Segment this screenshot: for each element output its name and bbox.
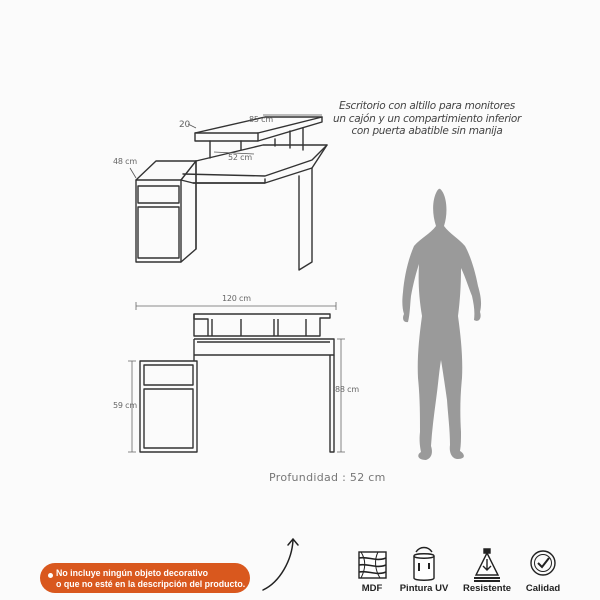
- feature-pintura-uv: [396, 583, 452, 594]
- curved-arrow-icon: [263, 539, 298, 590]
- wood-grain-icon: [359, 552, 386, 578]
- depth-note: Profundidad : 52 cm: [269, 471, 386, 484]
- feature-label: Pintura UV: [399, 583, 449, 594]
- desk-depth-label: 48 cm: [113, 157, 137, 166]
- decorative-objects-notice: [40, 563, 250, 593]
- bullet-icon: [48, 573, 53, 578]
- front-width-label: 120 cm: [222, 294, 251, 303]
- shelf-depth-label: 20: [179, 120, 191, 130]
- cabinet-height-label: 59 cm: [113, 401, 137, 410]
- desk-inner-label: 52 cm: [228, 153, 252, 162]
- product-description: [322, 100, 532, 138]
- weight-press-icon: [474, 549, 500, 581]
- feature-label: Resistente: [462, 583, 512, 594]
- feature-calidad: [515, 583, 571, 594]
- description-line: un cajón y un compartimiento inferior: [332, 112, 521, 125]
- description-line: Escritorio con altillo para monitores: [339, 100, 515, 112]
- shelf-width-label: 85 cm: [249, 115, 273, 124]
- feature-label: MDF: [361, 583, 383, 594]
- front-height-label: 88 cm: [335, 385, 359, 394]
- human-silhouette-figure: [402, 189, 481, 460]
- feature-label: Calidad: [525, 583, 561, 594]
- feature-mdf: [344, 583, 400, 594]
- quality-check-icon: [531, 551, 555, 575]
- notice-line: No incluye ningún objeto decorativo: [56, 568, 208, 578]
- description-line: con puerta abatible sin manija: [351, 125, 503, 137]
- feature-resistente: [459, 583, 515, 594]
- paint-can-icon: [414, 548, 434, 581]
- notice-line: o que no esté en la descripción del producto.: [56, 579, 246, 589]
